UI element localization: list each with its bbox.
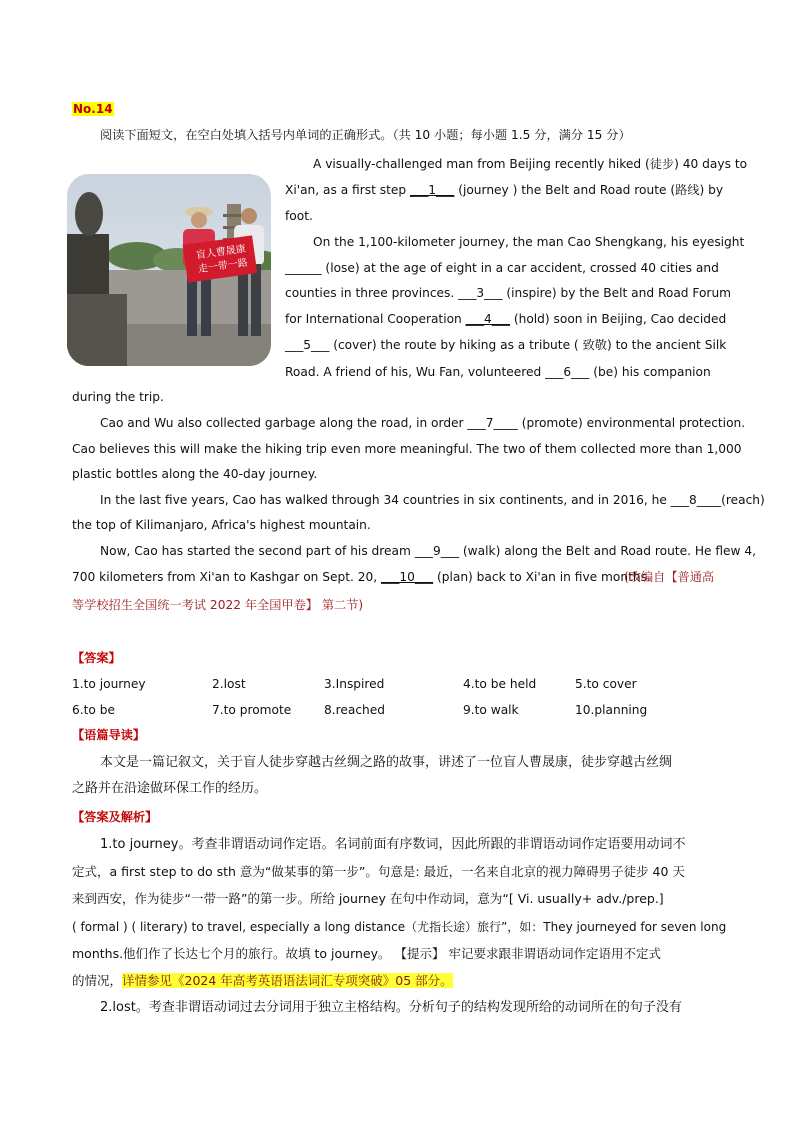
passage-line: On the 1,100-kilometer journey, the man Cao Shengkang, his eyesight xyxy=(313,235,745,249)
answer-item: 10.planning xyxy=(575,703,648,717)
passage-line: counties in three provinces. ___3___ (inspire) by the Belt and Road Forum xyxy=(285,286,732,300)
banner-line-1: 盲人曹晟康 xyxy=(195,243,247,262)
passage-text: Xi'an, as a first step xyxy=(285,183,407,197)
instruction: 阅读下面短文，在空白处填入括号内单词的正确形式。（共 10 小题；每小题 1.5 分，满分 15 分） xyxy=(100,128,631,142)
analysis-line: 来到西安，作为徒步“一带一路”的第一步。所给 journey 在句中作动词，意为“[ Vi. usually+ adv./prep.] xyxy=(72,891,664,906)
passage-line: plastic bottles along the 40-day journey. xyxy=(72,467,318,481)
answer-item: 5.to cover xyxy=(575,677,637,691)
source-note: 等学校招生全国统一考试 2022 年全国甲卷】 第二节) xyxy=(72,598,364,612)
blank-10: ___10___ xyxy=(381,570,434,584)
passage-line xyxy=(72,569,651,585)
passage-line: Road. A friend of his, Wu Fan, volunteered ___6___ (be) his companion xyxy=(285,365,711,379)
answer-item: 6.to be xyxy=(72,703,115,717)
answer-item: 4.to be held xyxy=(463,677,537,691)
highlighted-reference: 详情参见《2024 年高考英语语法词汇专项突破》05 部分。 xyxy=(122,973,453,988)
photo xyxy=(67,174,271,366)
analysis-line: 1.to journey。考查非谓语动词作定语。名词前面有序数词，因此所跟的非谓语动词作定语要用动词不 xyxy=(100,837,686,852)
banner-line-2: 走一带一路 xyxy=(197,257,249,276)
passage-text: (plan) back to Xi'an in five months. xyxy=(436,570,651,584)
guide-line: 之路并在沿途做环保工作的经历。 xyxy=(72,781,268,796)
passage-line: ___5___ (cover) the route by hiking as a tribute ( 致敬) to the ancient Silk xyxy=(285,338,727,352)
passage-line: In the last five years, Cao has walked through 34 countries in six continents, and in 2016, he ___8____(reach) xyxy=(100,493,765,507)
analysis-text: 的情况， xyxy=(72,973,123,988)
source-note: (改编自【普通高 xyxy=(624,570,715,584)
blank-4: ___4___ xyxy=(465,312,510,326)
guide-line: 本文是一篇记叙文，关于盲人徒步穿越古丝绸之路的故事，讲述了一位盲人曹晟康，徒步穿越古丝绸 xyxy=(100,755,673,770)
blank-1: ___1___ xyxy=(410,183,455,197)
analysis-line xyxy=(72,973,453,989)
answer-item: 3.Inspired xyxy=(324,677,385,691)
analysis-line: months.他们作了长达七个月的旅行。故填 to journey。 【提示】 牢记要求跟非谓语动词作定语用不定式 xyxy=(72,946,661,961)
question-number: No.14 xyxy=(73,102,113,116)
passage-line: Now, Cao has started the second part of his dream ___9___ (walk) along the Belt and Road route. He flew 4, xyxy=(100,544,756,558)
passage-line: ______ (lose) at the age of eight in a car accident, crossed 40 cities and xyxy=(285,261,719,275)
passage-line: A visually-challenged man from Beijing recently hiked (徒步) 40 days to xyxy=(313,157,748,171)
passage-text: 700 kilometers from Xi'an to Kashgar on Sept. 20, xyxy=(72,570,378,584)
analysis-title: 【答案及解析】 xyxy=(72,810,158,824)
analysis-line: 2.lost。考查非谓语动词过去分词用于独立主格结构。分析句子的结构发现所给的动词所在的句子没有 xyxy=(100,1000,682,1015)
analysis-line: 定式，a first step to do sth 意为“做某事的第一步”。句意是: 最近，一名来自北京的视力障碍男子徒步 40 天 xyxy=(72,864,685,879)
answer-item: 9.to walk xyxy=(463,703,519,717)
passage-line xyxy=(285,311,726,327)
passage-text: for International Cooperation xyxy=(285,312,462,326)
passage-line: the top of Kilimanjaro, Africa's highest mountain. xyxy=(72,518,371,532)
guide-title: 【语篇导读】 xyxy=(72,728,146,742)
passage-line: foot. xyxy=(285,209,313,223)
answer-item: 7.to promote xyxy=(212,703,292,717)
passage-line: Cao and Wu also collected garbage along the road, in order ___7____ (promote) environmental protection. xyxy=(100,416,746,430)
passage-line: during the trip. xyxy=(72,390,164,404)
passage-text: (hold) soon in Beijing, Cao decided xyxy=(513,312,727,326)
passage-line xyxy=(285,182,723,198)
passage-text: (journey ) the Belt and Road route (路线) by xyxy=(458,183,724,197)
answers-title: 【答案】 xyxy=(72,651,121,665)
analysis-line: ( formal ) ( literary) to travel, especially a long distance（尤指长途）旅行”，如：They journeyed for seven long xyxy=(72,920,727,934)
answer-item: 8.reached xyxy=(324,703,385,717)
answer-item: 2.lost xyxy=(212,677,246,691)
passage-line: Cao believes this will make the hiking trip even more meaningful. The two of them collected more than 1,000 xyxy=(72,442,742,456)
answer-item: 1.to journey xyxy=(72,677,146,691)
